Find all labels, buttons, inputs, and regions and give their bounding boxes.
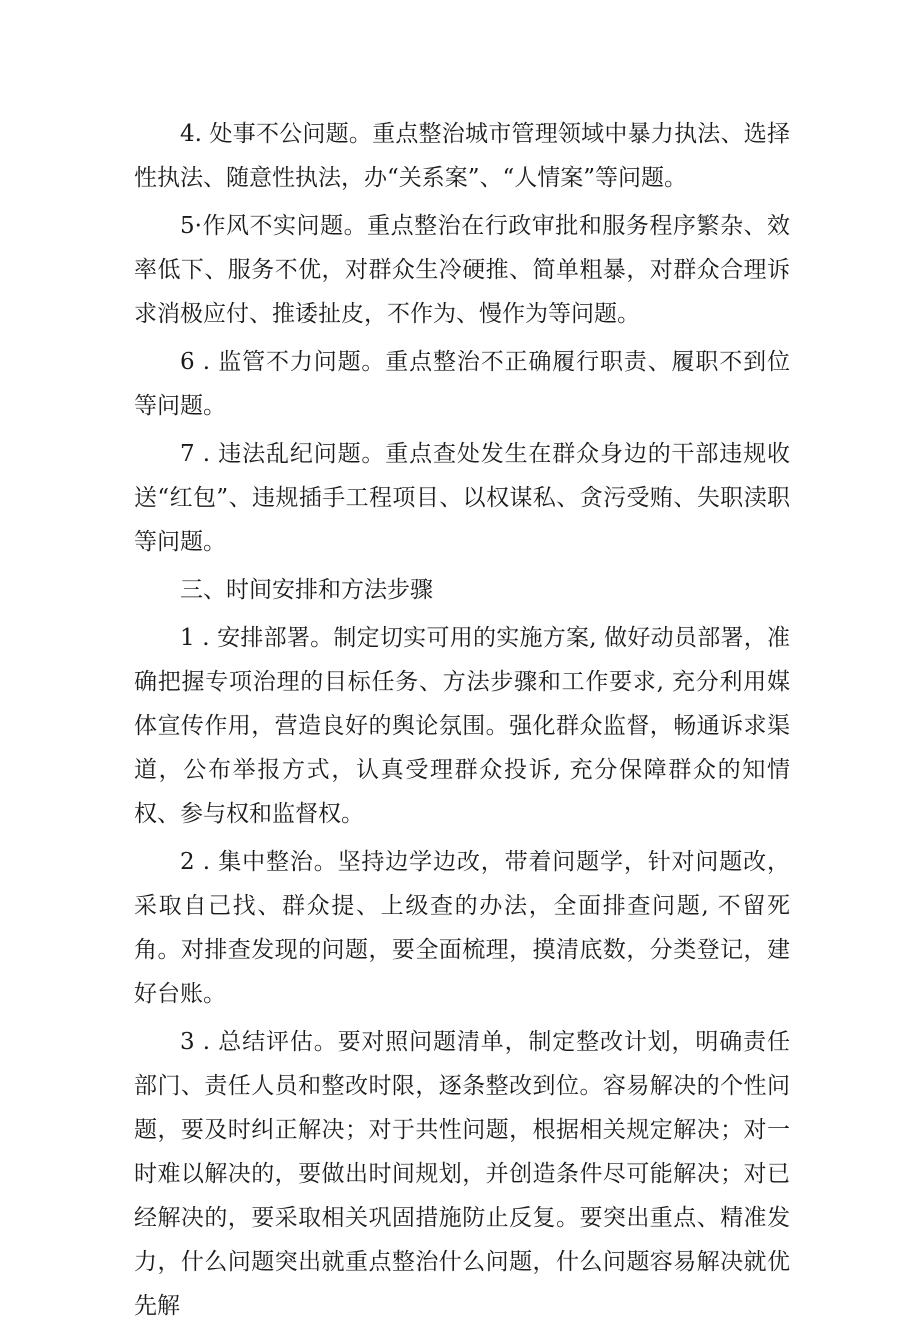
- paragraph-item-6: 6 . 监管不力问题。重点整治不正确履行职责、履职不到位等问题。: [134, 349, 790, 419]
- section-heading-3: 三、时间安排和方法步骤: [180, 577, 433, 603]
- paragraph-step-3: 3 . 总结评估。要对照问题清单，制定整改计划，明确责任部门、责任人员和整改时限，逐条整改到位。容易解决的个性问题，要及时纠正解决；对于共性问题，根据相关规定解决；对一时难以解决的，要做出时间规划，并创造条件尽可能解决；对已经解决的，要采取相关巩固措施防止反复。要突出重点、精准发力，什么问题突出就重点整治什么问题，什么问题容易解决就优先解: [134, 1029, 790, 1319]
- document-page: [134, 112, 790, 1332]
- paragraph-item-4: 4. 处事不公问题。重点整治城市管理领域中暴力执法、选择性执法、随意性执法，办“关系案”、“人情案”等问题。: [134, 121, 790, 191]
- paragraph-item-5: 5·作风不实问题。重点整治在行政审批和服务程序繁杂、效率低下、服务不优，对群众生冷硬推、简单粗暴，对群众合理诉求消极应付、推诿扯皮，不作为、慢作为等问题。: [134, 213, 790, 327]
- paragraph-step-2: 2 . 集中整治。坚持边学边改，带着问题学，针对问题改，采取自己找、群众提、上级查的办法，全面排查问题, 不留死角。对排查发现的问题，要全面梳理，摸清底数，分类登记，建好台账。: [134, 849, 790, 1007]
- paragraph-item-7: 7 . 违法乱纪问题。重点查处发生在群众身边的干部违规收送“红包”、违规插手工程项目、以权谋私、贪污受贿、失职渎职等问题。: [134, 441, 790, 555]
- paragraph-step-1: 1 . 安排部署。制定切实可用的实施方案, 做好动员部署，准确把握专项治理的目标任务、方法步骤和工作要求, 充分利用媒体宣传作用，营造良好的舆论氛围。强化群众监督，畅通诉求渠道，公布举报方式，认真受理群众投诉, 充分保障群众的知情权、参与权和监督权。: [134, 625, 790, 827]
